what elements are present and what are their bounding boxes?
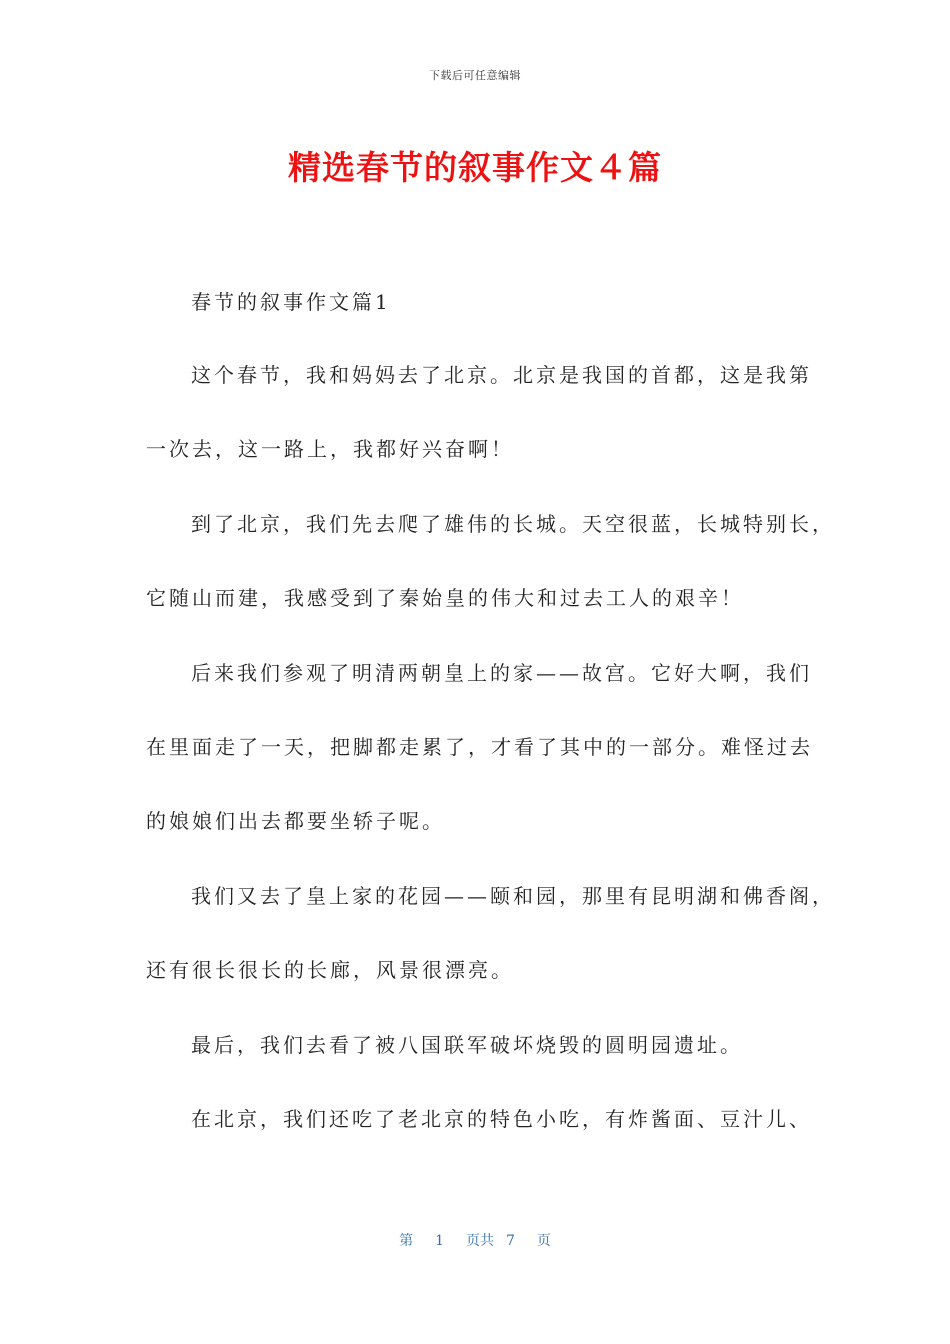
- paragraph-line: 它随山而建，我感受到了秦始皇的伟大和过去工人的艰辛！: [146, 586, 744, 610]
- paragraph-line: 的娘娘们出去都要坐轿子呢。: [146, 809, 445, 833]
- paragraph-line: 在北京，我们还吃了老北京的特色小吃，有炸酱面、豆汁儿、: [191, 1107, 812, 1131]
- section-heading: 春节的叙事作文篇1: [191, 290, 391, 314]
- paragraph-line: 后来我们参观了明清两朝皇上的家——故宫。它好大啊，我们: [191, 661, 812, 685]
- paragraph-line: 这个春节，我和妈妈去了北京。北京是我国的首都，这是我第: [191, 363, 812, 387]
- page-footer: [0, 1230, 950, 1250]
- footer-prefix: 第: [399, 1233, 414, 1249]
- document-title: 精选春节的叙事作文４篇: [288, 148, 662, 187]
- paragraph-line: 到了北京，我们先去爬了雄伟的长城。天空很蓝，长城特别长，: [191, 512, 835, 536]
- footer-middle: 页共: [466, 1233, 494, 1249]
- footer-total-pages: 7: [506, 1233, 515, 1249]
- header-note: 下载后可任意编辑: [429, 69, 521, 82]
- paragraph-line: 一次去，这一路上，我都好兴奋啊！: [146, 437, 514, 461]
- paragraph-line: 我们又去了皇上家的花园——颐和园，那里有昆明湖和佛香阁，: [191, 884, 835, 908]
- paragraph-line: 还有很长很长的长廊，风景很漂亮。: [146, 958, 514, 982]
- paragraph-line: 最后，我们去看了被八国联军破坏烧毁的圆明园遗址。: [191, 1033, 743, 1057]
- footer-suffix: 页: [536, 1233, 551, 1249]
- paragraph-line: 在里面走了一天，把脚都走累了，才看了其中的一部分。难怪过去: [146, 735, 813, 759]
- footer-page-number: 1: [435, 1233, 444, 1249]
